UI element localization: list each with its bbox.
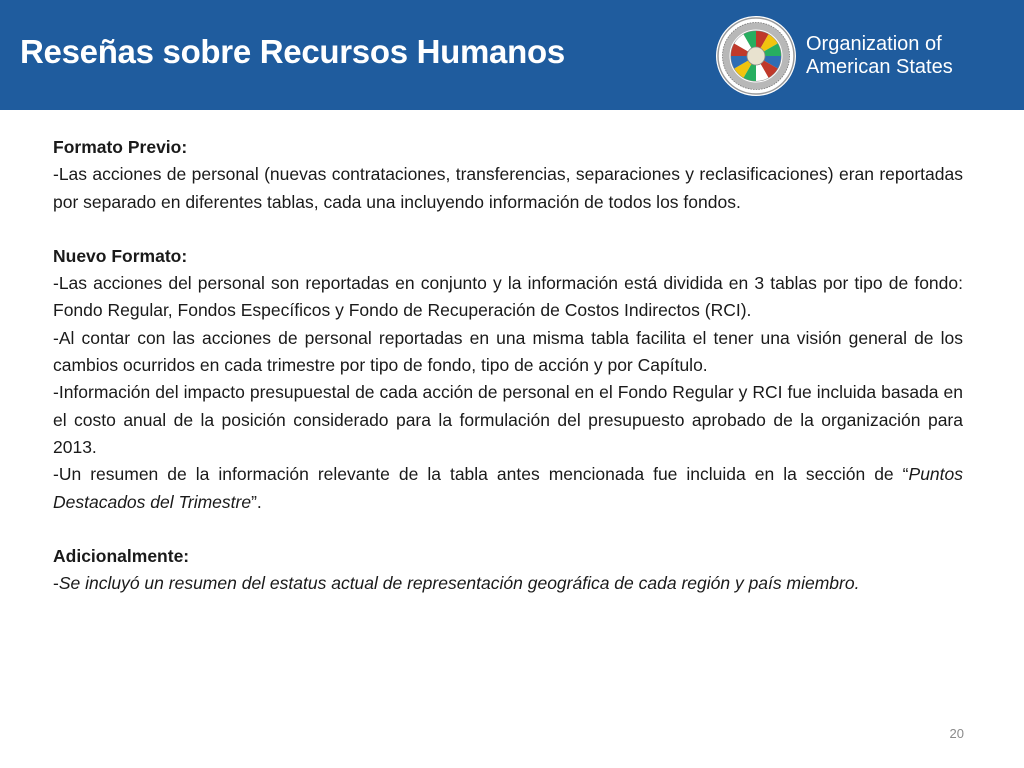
paragraph-nuevo-formato-3: -Información del impacto presupuestal de cada acción de personal en el Fondo Regular y RCI fue incluida basada en el costo anual de la posición considerado para la formulación del presupuesto aprobado de la organización para 2013.: [53, 382, 963, 457]
slide-title: Reseñas sobre Recursos Humanos: [20, 33, 565, 70]
paragraph-nuevo-formato-2: -Al contar con las acciones de personal reportadas en una misma tabla facilita el tener una visión general de los cambios ocurridos en cada trimestre por tipo de fondo, tipo de acción y por Capítulo.: [53, 327, 963, 376]
paragraph-nuevo-formato-1: -Las acciones del personal son reportadas en conjunto y la información está dividida en 3 tablas por tipo de fondo: Fondo Regular, Fondos Específicos y Fondo de Recuperación de Costos Indirectos (RCI).: [53, 273, 963, 321]
section-heading-formato-previo: Formato Previo:: [53, 137, 188, 157]
paragraph-formato-previo-1: -Las acciones de personal (nuevas contrataciones, transferencias, separaciones y reclasificaciones) eran reportadas por separado en diferentes tablas, cada una incluyendo información de todos los fondos.: [53, 164, 963, 212]
page-number: 20: [949, 726, 964, 741]
paragraph-nuevo-formato-4-suffix: ”.: [251, 491, 262, 512]
section-heading-nuevo-formato: Nuevo Formato:: [53, 245, 188, 266]
org-name-line1: Organization of: [806, 33, 942, 55]
oas-seal-icon: [716, 16, 796, 96]
paragraph-nuevo-formato-4: [53, 461, 963, 516]
paragraph-adicionalmente-dash: -: [53, 573, 59, 594]
paragraph-nuevo-formato-4-prefix: -Un resumen de la información relevante de la tabla antes mencionada fue incluida en la sección de “: [53, 464, 909, 485]
org-name-line2: American States: [806, 56, 953, 78]
org-name: [806, 33, 953, 79]
slide-body: [53, 134, 963, 597]
slide-header: [0, 0, 1024, 110]
paragraph-adicionalmente-1: [53, 570, 963, 597]
emphasis-puntos-destacados: Puntos Destacados del Trimestre: [53, 464, 963, 512]
section-heading-adicionalmente: Adicionalmente:: [53, 545, 190, 566]
paragraph-adicionalmente-text: Se incluyó un resumen del estatus actual de representación geográfica de cada región y país miembro.: [58, 573, 860, 594]
